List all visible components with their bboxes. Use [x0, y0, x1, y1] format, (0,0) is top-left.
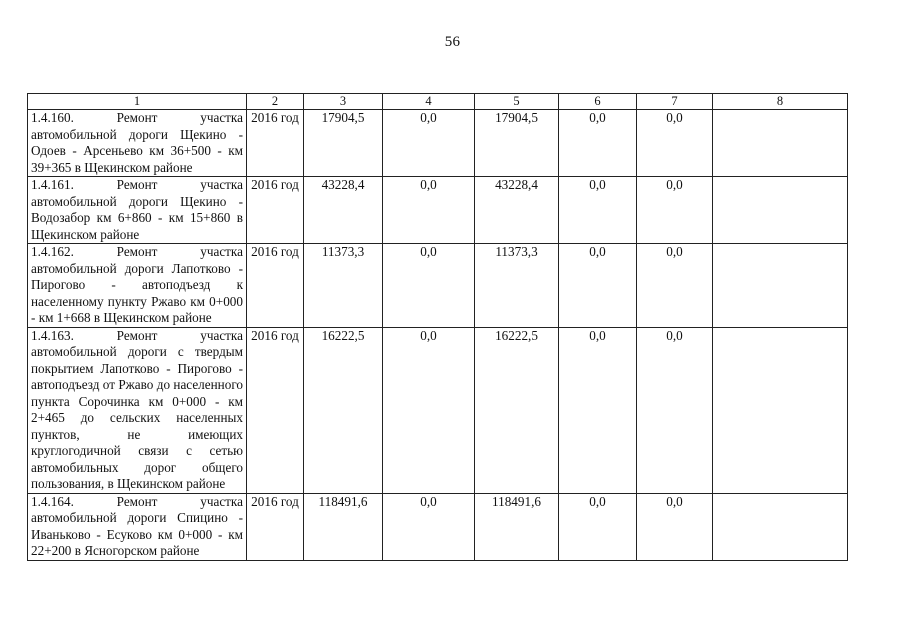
row-description: 1.4.164. Ремонт участка автомобильной дороги Спицино - Иваньково - Есуково км 0+000 - км 22+200 в Ясногорском районе: [28, 493, 247, 560]
header-cell: 8: [713, 94, 848, 110]
row-col3: 16222,5: [304, 327, 383, 493]
row-col6: 0,0: [559, 110, 637, 177]
row-year: 2016 год: [247, 244, 304, 328]
row-col5: 43228,4: [475, 177, 559, 244]
row-description: 1.4.161. Ремонт участка автомобильной дороги Щекино - Водозабор км 6+860 - км 15+860 в Щекинском районе: [28, 177, 247, 244]
table-row: [28, 493, 848, 560]
row-description: 1.4.163. Ремонт участка автомобильной дороги с твердым покрытием Лапотково - Пирогово - автоподъезд от Ржаво до населенного пункта Сорочинка км 0+000 - км 2+465 до сельских населенных пунктов, не имеющих круглогодичной связи с сетью автомобильных дорог общего пользования, в Щекинском районе: [28, 327, 247, 493]
row-col6: 0,0: [559, 493, 637, 560]
row-col4: 0,0: [383, 493, 475, 560]
row-col7: 0,0: [637, 244, 713, 328]
row-col7: 0,0: [637, 110, 713, 177]
header-cell: 7: [637, 94, 713, 110]
row-col4: 0,0: [383, 244, 475, 328]
row-col3: 43228,4: [304, 177, 383, 244]
row-col8: [713, 177, 848, 244]
table-row: [28, 327, 848, 493]
row-col7: 0,0: [637, 327, 713, 493]
row-col8: [713, 327, 848, 493]
header-cell: 2: [247, 94, 304, 110]
row-col5: 17904,5: [475, 110, 559, 177]
header-cell: 3: [304, 94, 383, 110]
row-col5: 16222,5: [475, 327, 559, 493]
header-cell: 1: [28, 94, 247, 110]
row-col3: 118491,6: [304, 493, 383, 560]
header-row: [28, 94, 848, 110]
row-col6: 0,0: [559, 177, 637, 244]
table-row: [28, 177, 848, 244]
row-col7: 0,0: [637, 493, 713, 560]
row-col5: 118491,6: [475, 493, 559, 560]
row-year: 2016 год: [247, 327, 304, 493]
row-year: 2016 год: [247, 177, 304, 244]
row-col3: 11373,3: [304, 244, 383, 328]
row-col8: [713, 244, 848, 328]
row-col6: 0,0: [559, 244, 637, 328]
header-cell: 5: [475, 94, 559, 110]
header-cell: 6: [559, 94, 637, 110]
header-cell: 4: [383, 94, 475, 110]
page-number: 56: [444, 34, 461, 50]
row-col7: 0,0: [637, 177, 713, 244]
row-description: 1.4.162. Ремонт участка автомобильной дороги Лапотково - Пирогово - автоподъезд к населенному пункту Ржаво км 0+000 - км 1+668 в Щекинском районе: [28, 244, 247, 328]
row-year: 2016 год: [247, 110, 304, 177]
budget-table: [27, 93, 848, 561]
row-col4: 0,0: [383, 327, 475, 493]
row-col8: [713, 110, 848, 177]
row-col6: 0,0: [559, 327, 637, 493]
table-row: [28, 110, 848, 177]
row-description: 1.4.160. Ремонт участка автомобильной дороги Щекино - Одоев - Арсеньево км 36+500 - км 39+365 в Щекинском районе: [28, 110, 247, 177]
row-col5: 11373,3: [475, 244, 559, 328]
row-col4: 0,0: [383, 110, 475, 177]
row-col8: [713, 493, 848, 560]
row-col4: 0,0: [383, 177, 475, 244]
row-year: 2016 год: [247, 493, 304, 560]
row-col3: 17904,5: [304, 110, 383, 177]
table-row: [28, 244, 848, 328]
